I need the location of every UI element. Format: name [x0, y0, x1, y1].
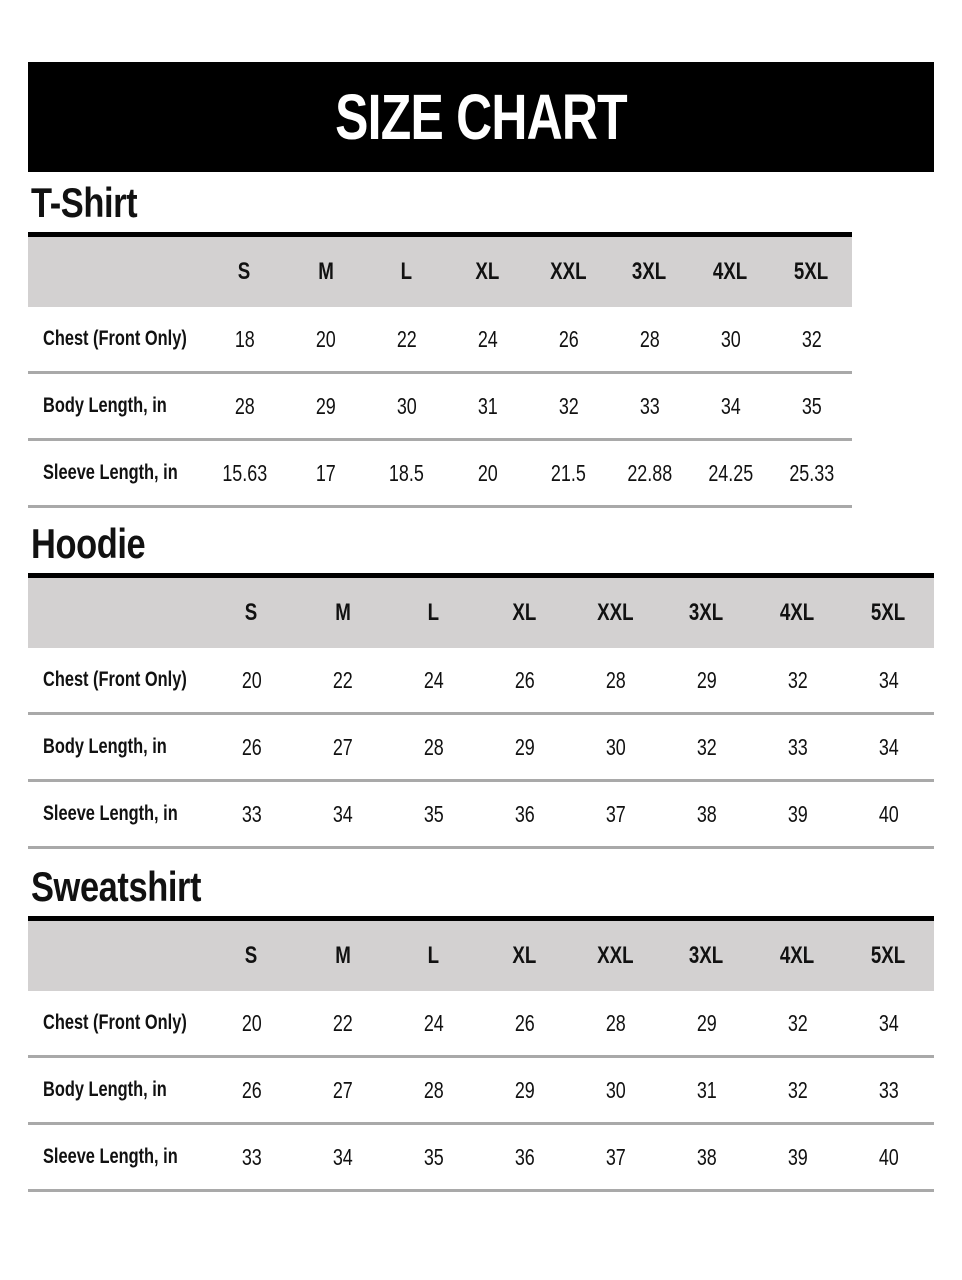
measurement-value-cell	[206, 714, 297, 781]
size-header-label: M	[334, 599, 351, 626]
measurement-value: 22	[396, 325, 417, 352]
measurement-value-cell	[479, 991, 570, 1057]
measurement-value-cell	[285, 440, 366, 507]
measurement-value: 37	[605, 1143, 626, 1170]
measurement-label: Sleeve Length, in	[43, 461, 178, 484]
measurement-value: 22	[332, 666, 353, 693]
measurement-value: 33	[639, 392, 660, 419]
table-row	[28, 373, 852, 440]
measurement-value: 32	[558, 392, 579, 419]
measurement-label-cell	[28, 1057, 206, 1124]
section-title-row	[28, 179, 852, 232]
measurement-value-cell	[388, 781, 479, 848]
measurement-value: 22.88	[627, 459, 672, 486]
measurement-value: 24	[423, 666, 444, 693]
measurement-value-cell	[752, 648, 843, 714]
size-header-cell	[388, 578, 479, 648]
measurement-value-cell	[528, 440, 609, 507]
measurement-value-cell	[479, 1057, 570, 1124]
measurement-label-cell	[28, 714, 206, 781]
size-header-row	[28, 578, 934, 648]
measurement-value-cell	[206, 781, 297, 848]
measurement-value: 26	[514, 1009, 535, 1036]
measurement-value-cell	[661, 648, 752, 714]
measurement-label-cell	[28, 1124, 206, 1191]
size-header-row	[28, 237, 852, 307]
measurement-value-cell	[752, 781, 843, 848]
table-row	[28, 648, 934, 714]
measurement-value-cell	[447, 373, 528, 440]
measurement-value-cell	[479, 1124, 570, 1191]
measurement-value-cell	[752, 1124, 843, 1191]
sweatshirt-size-table	[28, 921, 934, 1192]
size-header-cell	[297, 921, 388, 991]
size-header-cell	[447, 237, 528, 307]
measurement-value: 33	[878, 1076, 899, 1103]
measurement-value: 28	[639, 325, 660, 352]
measurement-value-cell	[479, 714, 570, 781]
measurement-value-cell	[690, 440, 771, 507]
measurement-value-cell	[285, 373, 366, 440]
size-header-label: 4XL	[780, 942, 815, 969]
measurement-value: 32	[787, 1009, 808, 1036]
measurement-label: Body Length, in	[43, 394, 167, 417]
table-row	[28, 1124, 934, 1191]
measurement-value-cell	[690, 307, 771, 373]
tshirt-size-table	[28, 237, 852, 508]
measurement-value: 28	[234, 392, 255, 419]
measurement-value-cell	[609, 307, 690, 373]
measurement-value-cell	[752, 714, 843, 781]
measurement-value: 33	[787, 733, 808, 760]
tshirt-section	[28, 179, 852, 508]
measurement-value-cell	[297, 1124, 388, 1191]
size-header-label: L	[427, 599, 440, 626]
measurement-value: 40	[878, 1143, 899, 1170]
measurement-value-cell	[843, 781, 934, 848]
size-header-cell	[752, 578, 843, 648]
size-header-label: 5XL	[871, 599, 906, 626]
measurement-value-cell	[297, 714, 388, 781]
measurement-value-cell	[366, 307, 447, 373]
table-row	[28, 714, 934, 781]
measurement-value: 32	[801, 325, 822, 352]
measurement-value-cell	[388, 1057, 479, 1124]
size-header-cell	[204, 237, 285, 307]
size-header-label: S	[245, 599, 258, 626]
measurement-value-cell	[479, 781, 570, 848]
measurement-value-cell	[388, 648, 479, 714]
measurement-value: 29	[315, 392, 336, 419]
measurement-value: 33	[241, 800, 262, 827]
hoodie-size-table	[28, 578, 934, 849]
size-header-label: 4XL	[780, 599, 815, 626]
measurement-value-cell	[661, 781, 752, 848]
measurement-value: 38	[696, 800, 717, 827]
measurement-value: 33	[241, 1143, 262, 1170]
measurement-value: 28	[605, 666, 626, 693]
section-title-row	[28, 520, 934, 573]
header-corner-cell	[28, 578, 206, 648]
size-header-label: 3XL	[689, 942, 724, 969]
measurement-value: 27	[332, 1076, 353, 1103]
table-row	[28, 307, 852, 373]
measurement-value: 25.33	[789, 459, 834, 486]
size-header-cell	[570, 921, 661, 991]
hoodie-section	[28, 520, 934, 849]
measurement-value: 26	[558, 325, 579, 352]
measurement-value-cell	[843, 991, 934, 1057]
measurement-value-cell	[388, 1124, 479, 1191]
measurement-value-cell	[661, 1057, 752, 1124]
size-header-cell	[206, 921, 297, 991]
size-header-label: 5XL	[794, 258, 829, 285]
table-row	[28, 440, 852, 507]
measurement-value-cell	[609, 440, 690, 507]
measurement-value-cell	[771, 307, 852, 373]
measurement-value: 29	[696, 666, 717, 693]
size-header-cell	[528, 237, 609, 307]
measurement-value: 36	[514, 800, 535, 827]
measurement-value-cell	[661, 714, 752, 781]
measurement-value: 28	[423, 1076, 444, 1103]
section-title: T-Shirt	[31, 179, 138, 226]
measurement-value: 20	[477, 459, 498, 486]
measurement-value: 34	[878, 733, 899, 760]
size-header-cell	[609, 237, 690, 307]
measurement-value: 27	[332, 733, 353, 760]
measurement-value-cell	[447, 440, 528, 507]
measurement-value-cell	[204, 440, 285, 507]
page-title: SIZE CHART	[335, 81, 627, 153]
measurement-value: 39	[787, 800, 808, 827]
measurement-value-cell	[388, 714, 479, 781]
measurement-value-cell	[752, 991, 843, 1057]
size-header-cell	[661, 921, 752, 991]
measurement-value-cell	[771, 440, 852, 507]
size-header-cell	[661, 578, 752, 648]
size-header-cell	[771, 237, 852, 307]
measurement-value-cell	[570, 648, 661, 714]
size-chart-banner	[28, 62, 934, 172]
size-header-cell	[297, 578, 388, 648]
measurement-value: 35	[801, 392, 822, 419]
measurement-value: 35	[423, 1143, 444, 1170]
size-header-label: 3XL	[689, 599, 724, 626]
size-header-label: L	[400, 258, 413, 285]
size-header-cell	[206, 578, 297, 648]
measurement-value: 24	[423, 1009, 444, 1036]
measurement-value-cell	[771, 373, 852, 440]
measurement-label: Chest (Front Only)	[43, 1011, 187, 1034]
size-header-cell	[366, 237, 447, 307]
measurement-value-cell	[843, 714, 934, 781]
measurement-value: 18.5	[389, 459, 424, 486]
measurement-value-cell	[479, 648, 570, 714]
measurement-value-cell	[366, 440, 447, 507]
size-header-label: 5XL	[871, 942, 906, 969]
measurement-value: 32	[787, 666, 808, 693]
measurement-value: 37	[605, 800, 626, 827]
measurement-value: 32	[696, 733, 717, 760]
size-header-cell	[752, 921, 843, 991]
measurement-value-cell	[570, 714, 661, 781]
size-header-label: S	[238, 258, 251, 285]
measurement-value-cell	[661, 1124, 752, 1191]
measurement-value: 20	[315, 325, 336, 352]
measurement-label: Chest (Front Only)	[43, 668, 187, 691]
measurement-label: Body Length, in	[43, 1078, 167, 1101]
measurement-value-cell	[297, 781, 388, 848]
measurement-label: Body Length, in	[43, 735, 167, 758]
measurement-value-cell	[206, 1124, 297, 1191]
size-header-label: XL	[512, 942, 537, 969]
size-header-label: XXL	[550, 258, 587, 285]
measurement-value: 34	[720, 392, 741, 419]
measurement-value-cell	[366, 373, 447, 440]
measurement-value: 36	[514, 1143, 535, 1170]
measurement-value-cell	[570, 991, 661, 1057]
measurement-value: 34	[332, 800, 353, 827]
measurement-value: 24	[477, 325, 498, 352]
measurement-value: 30	[605, 1076, 626, 1103]
measurement-value-cell	[204, 373, 285, 440]
measurement-value-cell	[843, 1057, 934, 1124]
measurement-value: 29	[514, 733, 535, 760]
measurement-value: 29	[514, 1076, 535, 1103]
size-header-cell	[690, 237, 771, 307]
measurement-value: 34	[878, 1009, 899, 1036]
measurement-label-cell	[28, 648, 206, 714]
size-header-label: 3XL	[632, 258, 667, 285]
measurement-value-cell	[528, 373, 609, 440]
measurement-value-cell	[843, 648, 934, 714]
measurement-value-cell	[661, 991, 752, 1057]
measurement-label: Chest (Front Only)	[43, 327, 187, 350]
section-title-row	[28, 863, 934, 916]
size-header-cell	[843, 578, 934, 648]
measurement-value: 26	[241, 1076, 262, 1103]
measurement-value: 35	[423, 800, 444, 827]
measurement-value: 21.5	[551, 459, 586, 486]
size-header-label: XXL	[597, 942, 634, 969]
measurement-value-cell	[528, 307, 609, 373]
measurement-value-cell	[690, 373, 771, 440]
measurement-value-cell	[570, 781, 661, 848]
size-header-cell	[843, 921, 934, 991]
size-header-label: 4XL	[713, 258, 748, 285]
measurement-value-cell	[843, 1124, 934, 1191]
table-row	[28, 781, 934, 848]
measurement-label-cell	[28, 991, 206, 1057]
size-header-label: S	[245, 942, 258, 969]
sweatshirt-section	[28, 863, 934, 1192]
measurement-value-cell	[388, 991, 479, 1057]
measurement-value: 24.25	[708, 459, 753, 486]
measurement-value: 30	[396, 392, 417, 419]
size-header-label: XXL	[597, 599, 634, 626]
measurement-value-cell	[297, 648, 388, 714]
measurement-value: 28	[605, 1009, 626, 1036]
measurement-value-cell	[570, 1124, 661, 1191]
measurement-value-cell	[447, 307, 528, 373]
measurement-value: 32	[787, 1076, 808, 1103]
header-corner-cell	[28, 921, 206, 991]
measurement-label: Sleeve Length, in	[43, 1145, 178, 1168]
measurement-value: 18	[234, 325, 255, 352]
measurement-value: 22	[332, 1009, 353, 1036]
size-header-cell	[285, 237, 366, 307]
measurement-value: 38	[696, 1143, 717, 1170]
measurement-value: 34	[878, 666, 899, 693]
header-corner-cell	[28, 237, 204, 307]
measurement-value: 30	[605, 733, 626, 760]
measurement-value: 30	[720, 325, 741, 352]
measurement-value: 17	[315, 459, 336, 486]
section-title: Sweatshirt	[31, 863, 202, 910]
measurement-value-cell	[752, 1057, 843, 1124]
measurement-label-cell	[28, 373, 204, 440]
size-header-cell	[388, 921, 479, 991]
measurement-value-cell	[285, 307, 366, 373]
size-header-label: XL	[512, 599, 537, 626]
measurement-value-cell	[206, 1057, 297, 1124]
size-header-label: L	[427, 942, 440, 969]
size-header-label: M	[334, 942, 351, 969]
measurement-value: 28	[423, 733, 444, 760]
table-row	[28, 1057, 934, 1124]
size-header-cell	[570, 578, 661, 648]
measurement-value: 26	[241, 733, 262, 760]
measurement-value: 40	[878, 800, 899, 827]
measurement-value: 39	[787, 1143, 808, 1170]
size-header-cell	[479, 578, 570, 648]
measurement-label-cell	[28, 781, 206, 848]
measurement-value: 29	[696, 1009, 717, 1036]
size-header-label: XL	[475, 258, 500, 285]
measurement-label-cell	[28, 307, 204, 373]
table-row	[28, 991, 934, 1057]
size-header-label: M	[317, 258, 334, 285]
measurement-value-cell	[609, 373, 690, 440]
measurement-label: Sleeve Length, in	[43, 802, 178, 825]
measurement-value: 20	[241, 666, 262, 693]
size-header-row	[28, 921, 934, 991]
measurement-value-cell	[297, 991, 388, 1057]
measurement-value: 15.63	[222, 459, 267, 486]
measurement-label-cell	[28, 440, 204, 507]
measurement-value-cell	[570, 1057, 661, 1124]
size-header-cell	[479, 921, 570, 991]
measurement-value: 20	[241, 1009, 262, 1036]
measurement-value-cell	[297, 1057, 388, 1124]
measurement-value: 34	[332, 1143, 353, 1170]
measurement-value: 31	[696, 1076, 717, 1103]
measurement-value: 26	[514, 666, 535, 693]
section-title: Hoodie	[31, 520, 146, 567]
measurement-value: 31	[477, 392, 498, 419]
